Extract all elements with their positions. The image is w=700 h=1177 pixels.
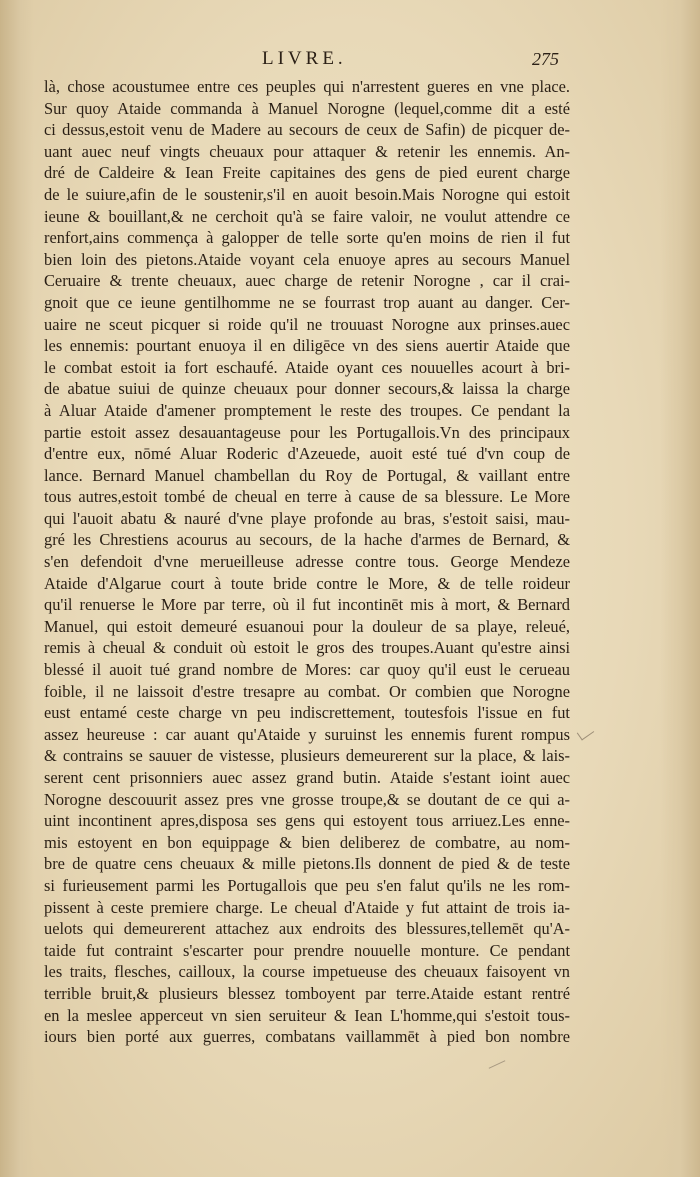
text-line: uant auec neuf vingts cheuaux pour attaquer & retenir les ennemis. An-	[44, 141, 570, 161]
text-line: Sur quoy Ataide commanda à Manuel Norogne (lequel,comme dit a esté	[44, 98, 570, 118]
text-line: Norogne descouurit assez pres vne grosse troupe,& se doutant de ce qui a-	[44, 789, 570, 809]
body-text	[44, 76, 570, 1048]
text-line: si furieusement parmi les Portugallois que peu s'en falut qu'ils ne les rom-	[44, 875, 570, 895]
text-line: & contrains se sauuer de vistesse, plusieurs demeurerent sur la place, & lais-	[44, 746, 570, 766]
text-line: Ataide d'Algarue court à toute bride contre le More, & de telle roideur	[44, 573, 570, 593]
page-edge-left	[0, 0, 34, 1177]
text-line: bien loin des pietons.Ataide voyant cela enuoye apres au secours Manuel	[44, 249, 570, 269]
text-line: bre de quatre cens cheuaux & mille pietons.Ils donnent de pied & de teste	[44, 854, 570, 874]
text-line: Manuel, qui estoit demeuré esuanoui pour la douleur de sa playe, releué,	[44, 616, 570, 636]
text-line: renfort,ains commença à galopper de telle sorte qu'en moins de rien il fut	[44, 228, 570, 248]
text-line: à Aluar Ataide d'amener promptement le reste des troupes. Ce pendant la	[44, 400, 570, 420]
text-line: ieune & bouillant,& ne cerchoit qu'à se faire valoir, ne voulut attendre ce	[44, 206, 570, 226]
text-line: remis à cheual & conduit où estoit le gros des troupes.Auant qu'estre ainsi	[44, 638, 570, 658]
margin-pencil-mark	[577, 725, 594, 741]
text-line: pissent à ceste premiere charge. Le cheual d'Ataide y fut attaint de trois ia-	[44, 897, 570, 917]
text-line: les ennemis: pourtant enuoya il en diligēce vn des siens auertir Ataide que	[44, 336, 570, 356]
text-line: mis estoyent en bon equippage & bien deliberez de combatre, au nom-	[44, 832, 570, 852]
text-line: uaire ne sceut picquer si roide qu'il ne trouuast Norogne aux prinses.auec	[44, 314, 570, 334]
text-line: uelots qui demeurerent attachez aux endroits des blessures,tellemēt qu'A-	[44, 919, 570, 939]
text-line: gnoit que ce ieune gentilhomme ne se fourrast trop auant au danger. Cer-	[44, 292, 570, 312]
text-line: en la meslee apperceut vn sien seruiteur & Iean L'homme,qui s'estoit tous-	[44, 1005, 570, 1025]
text-line: serent cent prisonniers auec assez grand butin. Ataide s'estant ioint auec	[44, 768, 570, 787]
page-number: 275	[532, 49, 559, 69]
text-line: d'entre eux, nōmé Aluar Roderic d'Azeuede, auoit esté tué d'vn coup de	[44, 444, 570, 464]
page-edge-right	[660, 0, 700, 1177]
text-line: dré de Caldeire & Iean Freite capitaines des gens de pied eurent charge	[44, 163, 570, 183]
text-line: ci dessus,estoit venu de Madere au secours de ceux de Safin) de picquer de-	[44, 120, 570, 140]
text-line: les traits, flesches, cailloux, la course impetueuse des cheuaux faisoyent vn	[44, 962, 570, 982]
text-line: blessé il auoit tué grand nombre de Mores: car quoy qu'il eust le cerueau	[44, 660, 570, 680]
text-line: uint incontinent apres,disposa ses gens qui estoyent tous arriuez.Les enne-	[44, 811, 570, 831]
text-line: tous autres,estoit tombé de cheual en terre à cause de sa blessure. Le More	[44, 487, 570, 507]
text-line: terrible bruit,& plusieurs blessez tomboyent par terre.Ataide estant rentré	[44, 983, 570, 1003]
text-line: assez heureuse : car auant qu'Ataide y suruinst les ennemis furent rompus	[44, 724, 570, 744]
text-line: Ceruaire & trente cheuaux, auec charge de retenir Norogne , car il crai-	[44, 271, 570, 291]
text-line: qu'il renuerse le More par terre, où il fut incontinēt mis à mort, & Bernard	[44, 595, 570, 615]
text-line: gré les Chrestiens acourus au secours, de la hache d'armes de Bernard, &	[44, 530, 570, 550]
text-line: partie estoit assez desauantageuse pour les Portugallois.Vn des principaux	[44, 422, 570, 442]
text-line: de le suiure,afin de le soustenir,s'il en auoit besoin.Mais Norogne qui estoit	[44, 184, 570, 204]
text-line: iours bien porté aux guerres, combatans vaillammēt à pied bon nombre	[44, 1027, 570, 1047]
running-title: LIVRE.	[262, 48, 347, 69]
text-line: de abatue suiui de quinze cheuaux pour donner secours,& laissa la charge	[44, 379, 570, 399]
text-line: taide fut contraint s'escarter pour prendre nouuelle monture. Ce pendant	[44, 940, 570, 960]
text-line: le combat estoit ia fort eschaufé. Ataide oyant ces nouuelles acourt à bri-	[44, 357, 570, 377]
text-line: là, chose acoustumee entre ces peuples qui n'arrestent gueres en vne place.	[44, 77, 570, 96]
text-line: qui l'auoit abatu & nauré d'vne playe profonde au bras, s'estoit saisi, mau-	[44, 508, 570, 528]
page-header	[0, 48, 700, 74]
text-line: eust entamé ceste charge vn peu indiscrettement, toutesfois l'issue en fut	[44, 703, 570, 723]
text-line: foible, il ne laissoit d'estre tresapre au combat. Or combien que Norogne	[44, 681, 570, 701]
margin-pencil-mark	[489, 1060, 506, 1069]
text-line: s'en defendoit d'vne merueilleuse adresse contre tous. George Mendeze	[44, 552, 570, 572]
text-line: lance. Bernard Manuel chambellan du Roy de Portugal, & vaillant entre	[44, 465, 570, 485]
